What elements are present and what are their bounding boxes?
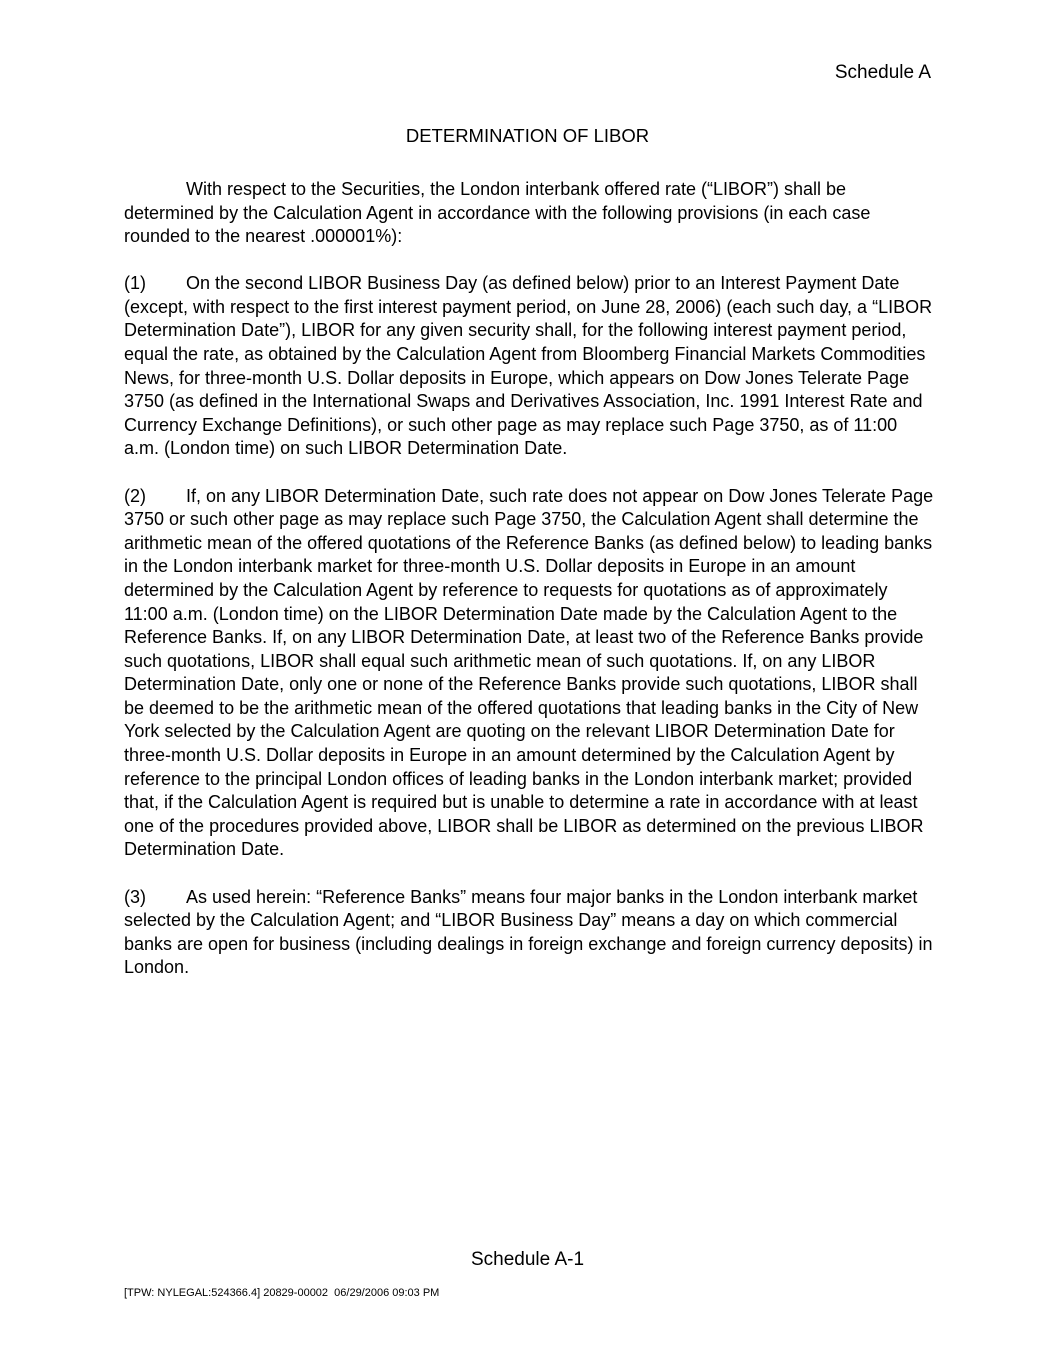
intro-paragraph: With respect to the Securities, the London interbank offered rate (“LIBOR”) shall be determined by the Calculation Agent in accordance with the following provisions (in each case rounded to the nearest .000001%): xyxy=(124,179,871,247)
section-2-number: (2) xyxy=(124,485,146,506)
section-3-text: As used herein: “Reference Banks” means four major banks in the London interbank market selected by the Calculation Agent; and “LIBOR Business Day” means a day on which commercial banks are open for business (including dealings in foreign exchange and foreign currency deposits) in London. xyxy=(124,886,933,978)
section-1-text: On the second LIBOR Business Day (as defined below) prior to an Interest Payment Date (except, with respect to the first interest payment period, on June 28, 2006) (each such day, a “LIBOR Determination Date”), LIBOR for any given security shall, for the following interest payment period, equal the rate, as obtained by the Calculation Agent from Bloomberg Financial Markets Commodities News, for three-month U.S. Dollar deposits in Europe, which appears on Dow Jones Telerate Page 3750 (as defined in the International Swaps and Derivatives Association, Inc. 1991 Interest Rate and Currency Exchange Definitions), or such other page as may replace such Page 3750, as of 11:00 a.m. (London time) on such LIBOR Determination Date. xyxy=(124,273,933,459)
section-3-number: (3) xyxy=(124,886,146,907)
section-3-paragraph xyxy=(124,886,936,980)
page-number: Schedule A-1 xyxy=(470,1249,585,1270)
section-1-number: (1) xyxy=(124,273,146,294)
section-1-paragraph xyxy=(124,272,936,461)
document-id-footer: [TPW: NYLEGAL:524366.4] 20829-00002 06/29/2006 09:03 PM xyxy=(124,1287,440,1299)
section-2-paragraph xyxy=(124,485,936,863)
section-2-text: If, on any LIBOR Determination Date, such rate does not appear on Dow Jones Telerate Page 3750 or such other page as may replace such Page 3750, the Calculation Agent shall determine the arithmetic mean of the offered quotations of the Reference Banks (as defined below) to leading banks in the London interbank market for three-month U.S. Dollar deposits in Europe in an amount determined by the Calculation Agent by reference to requests for quotations as of approximately 11:00 a.m. (London time) on the LIBOR Determination Date made by the Calculation Agent to the Reference Banks. If, on any LIBOR Determination Date, at least two of the Reference Banks provide such quotations, LIBOR shall equal such arithmetic mean of such quotations. If, on any LIBOR Determination Date, only one or none of the Reference Banks provide such quotations, LIBOR shall be deemed to be the arithmetic mean of the offered quotations that leading banks in the City of New York selected by the Calculation Agent are quoting on the relevant LIBOR Determination Date for three-month U.S. Dollar deposits in Europe in an amount determined by the Calculation Agent by reference to the principal London offices of leading banks in the London interbank market; provided that, if the Calculation Agent is required but is unable to determine a rate in accordance with at least one of the procedures provided above, LIBOR shall be LIBOR as determined on the previous LIBOR Determination Date. xyxy=(124,485,934,860)
document-body xyxy=(124,178,936,1003)
page-title: DETERMINATION OF LIBOR xyxy=(405,125,650,146)
schedule-label: Schedule A xyxy=(834,62,931,83)
